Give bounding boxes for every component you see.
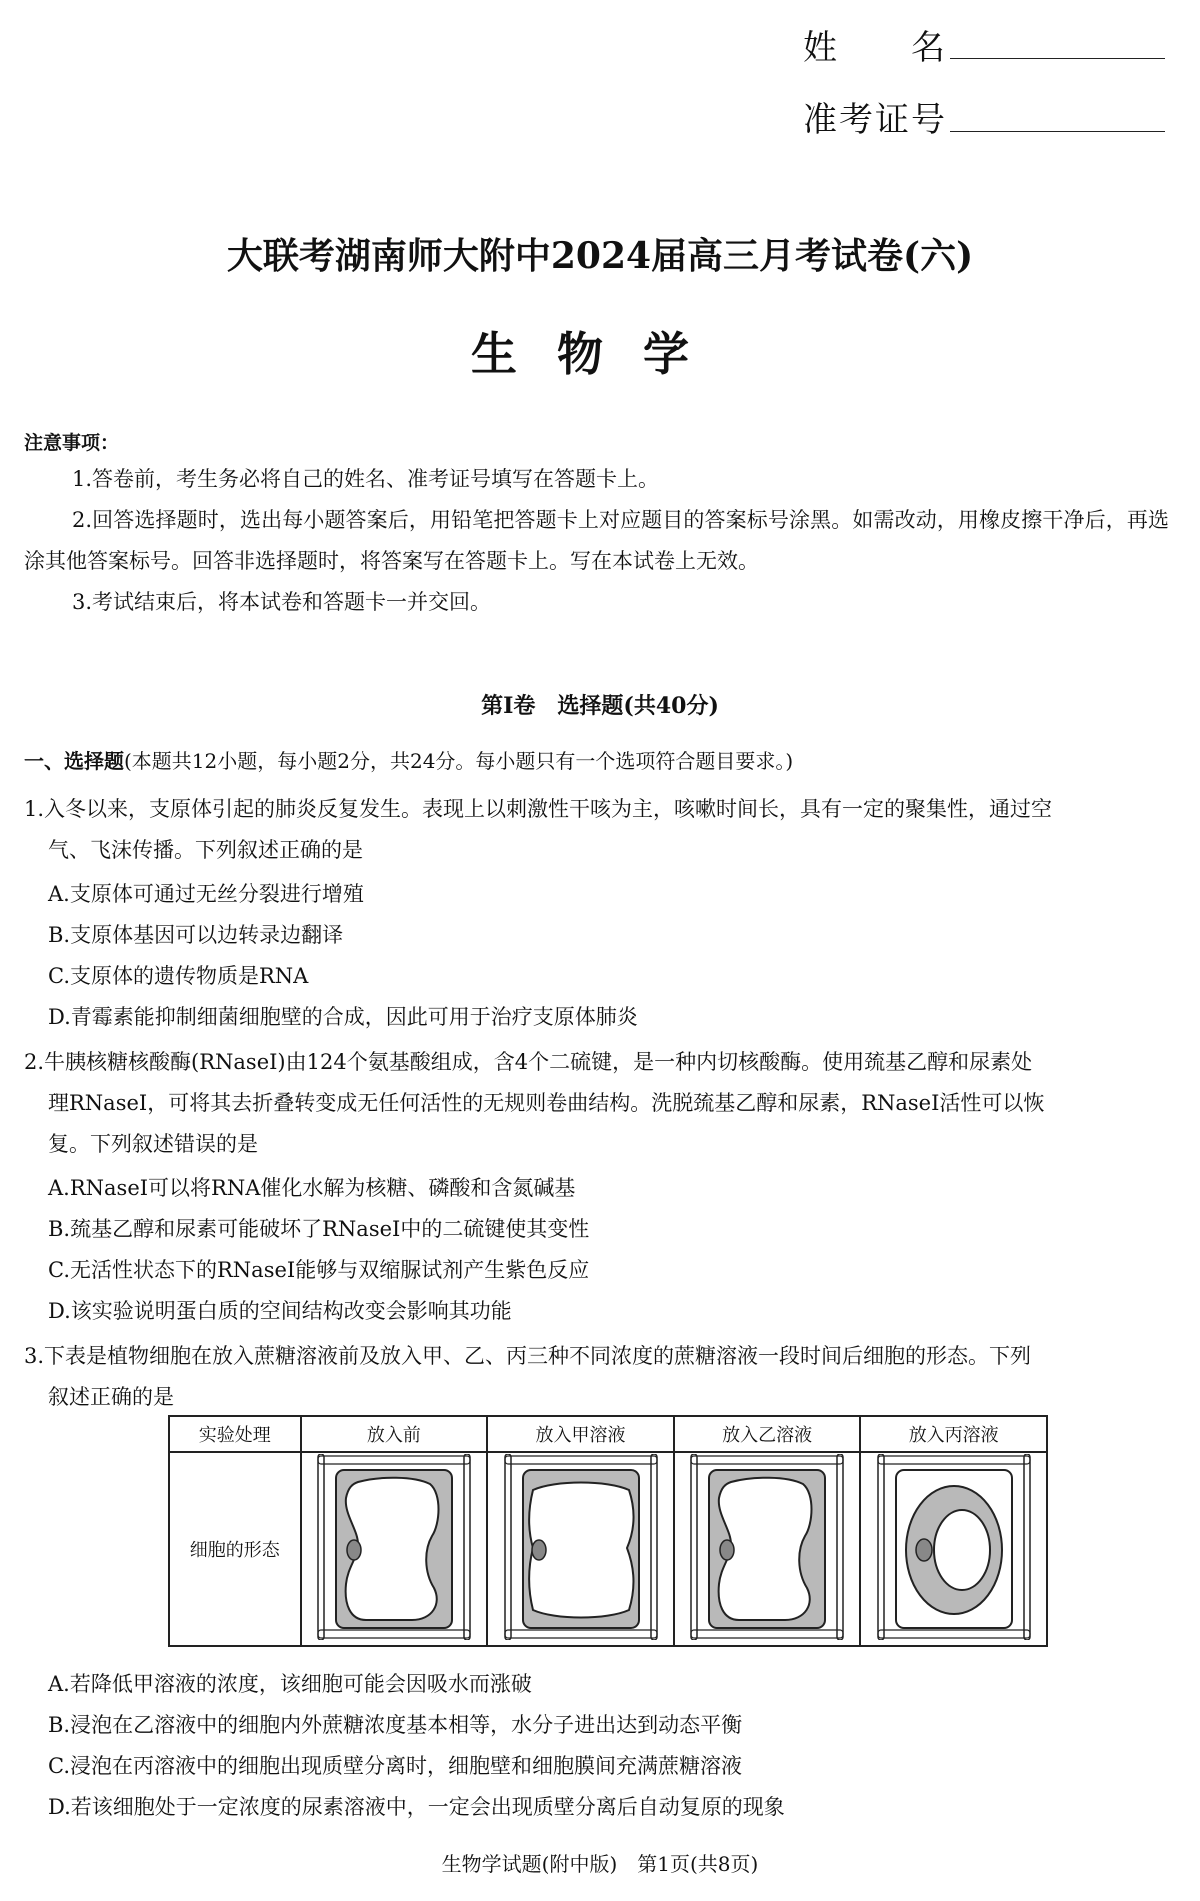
cell-before: [301, 1452, 488, 1646]
q3-option-d[interactable]: D.若该细胞处于一定浓度的尿素溶液中，一定会出现质壁分离后自动复原的现象: [48, 1795, 785, 1819]
header-solution-jia: 放入甲溶液: [487, 1416, 674, 1452]
q3-stem-line2: 叙述正确的是: [48, 1385, 174, 1409]
name-label: 姓 名: [803, 28, 947, 68]
q2-stem-line2: 理RNaseI，可将其去折叠转变成无任何活性的无规则卷曲结构。洗脱巯基乙醇和尿素，RNaseI活性可以恢: [48, 1091, 1045, 1115]
table-row: [169, 1452, 1047, 1646]
part-label: 一、选择题: [24, 749, 124, 773]
notice-item-2: 2.回答选择题时，选出每小题答案后，用铅笔把答题卡上对应题目的答案标号涂黑。如需改动，用橡皮擦干净后，再选涂其他答案标号。回答非选择题时，将答案写在答题卡上。写在本试卷上无效。: [24, 508, 1169, 573]
header-solution-yi: 放入乙溶液: [674, 1416, 861, 1452]
cell-solution-yi: [674, 1452, 861, 1646]
q2-stem-line1: 2.牛胰核糖核酸酶(RNaseI)由124个氨基酸组成，含4个二硫键，是一种内切核酸酶。使用巯基乙醇和尿素处: [24, 1050, 1033, 1074]
q2-stem-line3: 复。下列叙述错误的是: [48, 1132, 258, 1156]
cell-yi-diagram: [687, 1454, 847, 1640]
q1-stem-line2: 气、飞沫传播。下列叙述正确的是: [48, 838, 363, 862]
q1-option-a[interactable]: A.支原体可通过无丝分裂进行增殖: [48, 882, 364, 906]
name-blank[interactable]: [950, 58, 1165, 59]
page-footer: 生物学试题(附中版) 第1页(共8页): [441, 1852, 759, 1876]
exam-id-blank[interactable]: [950, 131, 1165, 132]
q2-option-b[interactable]: B.巯基乙醇和尿素可能破坏了RNaseI中的二硫键使其变性: [48, 1217, 590, 1241]
cell-solution-jia: [487, 1452, 674, 1646]
q1-option-c[interactable]: C.支原体的遗传物质是RNA: [48, 964, 309, 988]
header-before: 放入前: [301, 1416, 488, 1452]
header-treatment: 实验处理: [169, 1416, 301, 1452]
cell-bing-diagram: [874, 1454, 1034, 1640]
notice-item-3: 3.考试结束后，将本试卷和答题卡一并交回。: [72, 590, 492, 614]
q3-option-b[interactable]: B.浸泡在乙溶液中的细胞内外蔗糖浓度基本相等，水分子进出达到动态平衡: [48, 1713, 743, 1737]
header-solution-bing: 放入丙溶液: [860, 1416, 1047, 1452]
table-header-row: [169, 1416, 1047, 1452]
cell-jia-diagram: [501, 1454, 661, 1640]
q1-option-d[interactable]: D.青霉素能抑制细菌细胞壁的合成，因此可用于治疗支原体肺炎: [48, 1005, 638, 1029]
q3-option-a[interactable]: A.若降低甲溶液的浓度，该细胞可能会因吸水而涨破: [48, 1672, 532, 1696]
cell-solution-bing: [860, 1452, 1047, 1646]
section-title: 第Ⅰ卷 选择题(共40分): [481, 693, 719, 719]
exam-title: 大联考湖南师大附中2024届高三月考试卷(六): [226, 235, 974, 277]
cell-morphology-table: [168, 1415, 1048, 1647]
exam-id-label: 准考证号: [803, 100, 947, 140]
q1-stem-line1: 1.入冬以来，支原体引起的肺炎反复发生。表现上以刺激性干咳为主，咳嗽时间长，具有一定的聚集性，通过空: [24, 797, 1053, 821]
notice-item-1: 1.答卷前，考生务必将自己的姓名、准考证号填写在答题卡上。: [72, 467, 660, 491]
q2-option-d[interactable]: D.该实验说明蛋白质的空间结构改变会影响其功能: [48, 1299, 512, 1323]
q1-option-b[interactable]: B.支原体基因可以边转录边翻译: [48, 923, 344, 947]
q3-option-c[interactable]: C.浸泡在丙溶液中的细胞出现质壁分离时，细胞壁和细胞膜间充满蔗糖溶液: [48, 1754, 742, 1778]
part-desc: (本题共12小题，每小题2分，共24分。每小题只有一个选项符合题目要求。): [124, 749, 794, 773]
subject-title: 生物学: [471, 327, 729, 381]
q2-option-a[interactable]: A.RNaseI可以将RNA催化水解为核糖、磷酸和含氮碱基: [48, 1176, 576, 1200]
cell-before-diagram: [314, 1454, 474, 1640]
notice-heading: 注意事项：: [24, 432, 120, 454]
q2-option-c[interactable]: C.无活性状态下的RNaseI能够与双缩脲试剂产生紫色反应: [48, 1258, 590, 1282]
part-heading: [24, 745, 793, 774]
row-label-cell-shape: 细胞的形态: [169, 1452, 301, 1646]
q3-stem-line1: 3.下表是植物细胞在放入蔗糖溶液前及放入甲、乙、丙三种不同浓度的蔗糖溶液一段时间后细胞的形态。下列: [24, 1344, 1032, 1368]
